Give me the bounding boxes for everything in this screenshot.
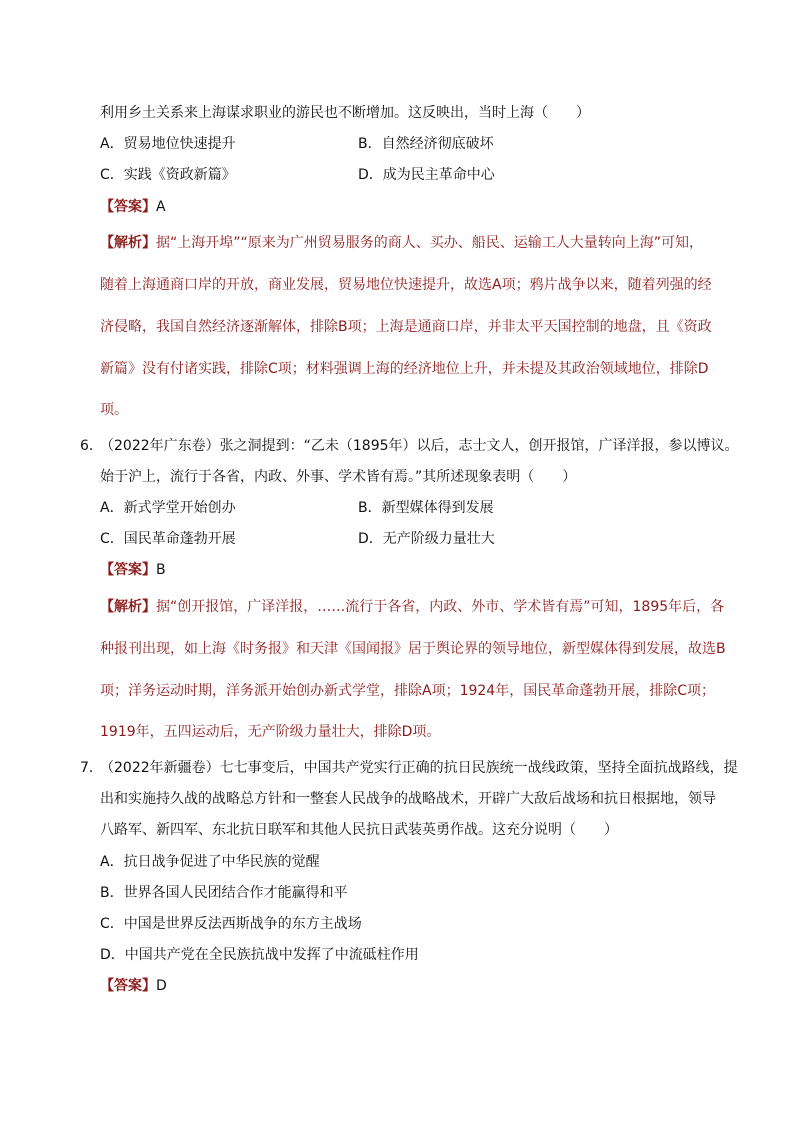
- option-letter: B．: [358, 500, 382, 516]
- option-text: 世界各国人民团结合作才能赢得和平: [123, 885, 348, 901]
- option-letter: D．: [358, 531, 383, 547]
- q5-stem-tail: 利用乡土关系来上海谋求职业的游民也不断增加。这反映出，当时上海（ ）: [100, 105, 590, 121]
- answer-value: A: [156, 199, 166, 215]
- option-text: 自然经济彻底破坏: [381, 136, 494, 152]
- q6-stem-line-2: 始于沪上，流行于各省，内政、外事、学术皆有焉。”其所述现象表明（ ）: [100, 469, 577, 485]
- q7-answer: [100, 976, 167, 996]
- option-letter: C．: [100, 916, 124, 932]
- q5-option-d[interactable]: [358, 165, 495, 185]
- option-text: 成为民主革命中心: [382, 167, 495, 183]
- option-text: 贸易地位快速提升: [123, 136, 236, 152]
- analysis-label: 【解析】: [100, 599, 156, 615]
- q7-option-b[interactable]: [100, 883, 348, 903]
- q6-option-a[interactable]: [100, 498, 236, 518]
- q6-option-c[interactable]: [100, 529, 236, 549]
- analysis-label: 【解析】: [100, 235, 156, 251]
- q7-stem-line-1: （2022年新疆卷）七七事变后，中国共产党实行正确的抗日民族统一战线政策，坚持全面抗战路线，提: [100, 760, 738, 776]
- q6-stem-line-1: （2022年广东卷）张之洞提到：“乙未（1895年）以后，志士文人，创开报馆，广译洋报，参以博议。: [100, 438, 739, 454]
- option-letter: D．: [358, 167, 383, 183]
- option-letter: B．: [358, 136, 382, 152]
- q7-option-d[interactable]: [100, 945, 419, 965]
- option-letter: D．: [100, 947, 125, 963]
- option-letter: C．: [100, 167, 124, 183]
- option-letter: C．: [100, 531, 124, 547]
- option-text: 新式学堂开始创办: [123, 500, 236, 516]
- option-letter: A．: [100, 854, 124, 870]
- option-text: 无产阶级力量壮大: [382, 531, 495, 547]
- option-text: 中国是世界反法西斯战争的东方主战场: [123, 916, 362, 932]
- option-letter: A．: [100, 136, 124, 152]
- option-letter: B．: [100, 885, 124, 901]
- q7-number: 7．: [80, 760, 103, 776]
- q5-option-b[interactable]: [358, 134, 494, 154]
- option-text: 中国共产党在全民族抗战中发挥了中流砥柱作用: [124, 947, 419, 963]
- q7-option-c[interactable]: [100, 914, 362, 934]
- q6-analysis-line-1: 【解析】据“创开报馆，广译洋报，……流行于各省，内政、外市、学术皆有焉”可知，1895年后，各: [100, 599, 725, 615]
- q6-number: 6．: [80, 438, 103, 454]
- q6-answer: [100, 560, 166, 580]
- answer-value: B: [156, 562, 166, 578]
- q5-option-a[interactable]: [100, 134, 236, 154]
- option-text: 新型媒体得到发展: [381, 500, 494, 516]
- q7-stem-line-2: 出和实施持久战的战略总方针和一整套人民战争的战略战术，开辟广大敌后战场和抗日根据地，领导: [100, 791, 716, 807]
- q5-analysis-line-2: 随着上海通商口岸的开放，商业发展，贸易地位快速提升，故选A项；鸦片战争以来，随着列强的经: [100, 277, 712, 293]
- q6-analysis-line-4: 1919年，五四运动后，无产阶级力量壮大，排除D项。: [100, 724, 441, 740]
- option-text: 实践《资政新篇》: [123, 167, 236, 183]
- q5-option-c[interactable]: [100, 165, 236, 185]
- q6-option-b[interactable]: [358, 498, 494, 518]
- answer-label: 【答案】: [100, 199, 156, 215]
- q6-analysis-line-3: 项；洋务运动时期，洋务派开始创办新式学堂，排除A项；1924年，国民革命蓬勃开展，排除C项；: [100, 683, 715, 699]
- q6-analysis-line-2: 种报刊出现，如上海《时务报》和天津《国闻报》居于舆论界的领导地位，新型媒体得到发展，故选B: [100, 641, 726, 657]
- q6-option-d[interactable]: [358, 529, 495, 549]
- option-letter: A．: [100, 500, 124, 516]
- q5-answer: [100, 197, 166, 217]
- q7-option-a[interactable]: [100, 852, 320, 872]
- q5-analysis-line-5: 项。: [100, 402, 128, 418]
- q5-analysis-line-4: 新篇》没有付诸实践，排除C项；材料强调上海的经济地位上升，并未提及其政治领域地位，排除D: [100, 361, 709, 377]
- answer-value: D: [156, 978, 167, 994]
- option-text: 抗日战争促进了中华民族的觉醒: [123, 854, 320, 870]
- option-text: 国民革命蓬勃开展: [123, 531, 236, 547]
- q7-stem-line-3: 八路军、新四军、东北抗日联军和其他人民抗日武装英勇作战。这充分说明（ ）: [100, 822, 618, 838]
- q5-analysis-line-1: 【解析】据“上海开埠”“原来为广州贸易服务的商人、买办、船民、运输工人大量转向上海”可知，: [100, 235, 704, 251]
- q5-analysis-line-3: 济侵略，我国自然经济逐渐解体，排除B项；上海是通商口岸，并非太平天国控制的地盘，且《资政: [100, 319, 712, 335]
- answer-label: 【答案】: [100, 978, 156, 994]
- answer-label: 【答案】: [100, 562, 156, 578]
